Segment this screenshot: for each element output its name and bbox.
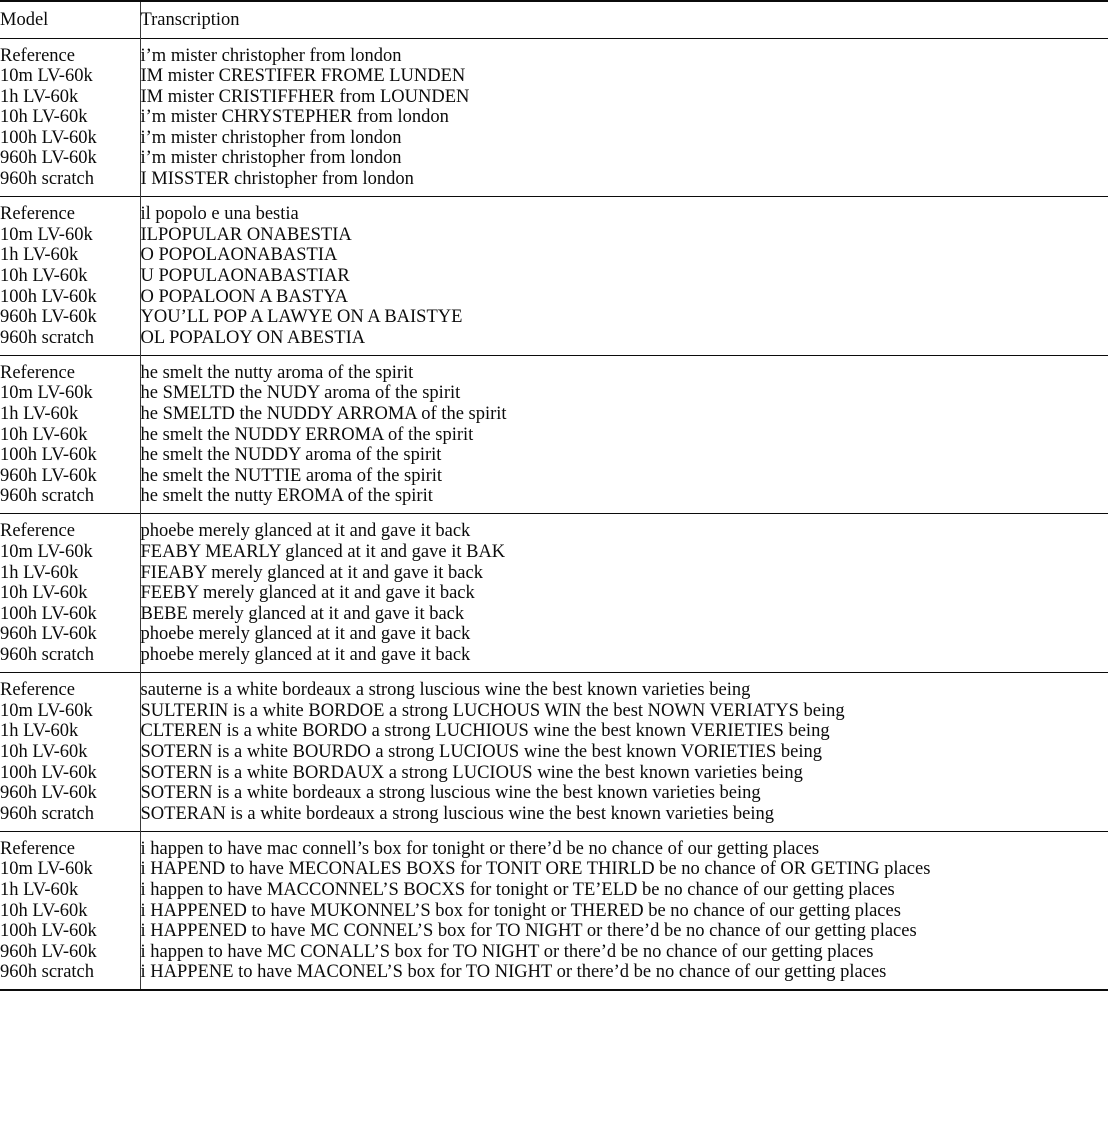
column-header-transcription: Transcription [140,8,1108,32]
pad-cell [0,348,140,355]
table-row [0,87,1108,108]
rule-cell [0,990,140,991]
model-label: 100h LV-60k [0,286,97,307]
model-label: 10m LV-60k [0,859,93,880]
transcription-text: i’m mister christopher from london [140,148,1108,169]
table-row [0,742,1108,763]
model-label: 1h LV-60k [0,879,79,900]
pad-cell [140,832,1108,839]
model-label: Reference [0,45,75,66]
pad-cell [140,666,1108,673]
pad-cell [140,983,1108,990]
model-label: 10m LV-60k [0,66,93,87]
pad-cell [140,514,1108,521]
table-row [0,604,1108,625]
block-1-pad-top [0,39,1108,46]
model-label: 960h scratch [0,486,95,507]
table-row [0,563,1108,584]
transcription-text: i’m mister christopher from london [140,46,1108,67]
block-6-pad-top [0,832,1108,839]
table-row [0,583,1108,604]
model-label: Reference [0,204,75,225]
transcription-text: ILPOPULAR ONABESTIA [140,225,1108,246]
model-label: Reference [0,362,75,383]
block-4-pad-top [0,514,1108,521]
model-label: 10m LV-60k [0,700,93,721]
block-1-pad-bottom [0,190,1108,197]
transcription-text: SULTERIN is a white BORDOE a strong LUCHOUS WIN the best NOWN VERIATYS being [140,701,1108,722]
transcription-text: he smelt the nutty EROMA of the spirit [140,486,1108,507]
transcription-text: he smelt the NUDDY aroma of the spirit [140,445,1108,466]
block-3-pad-bottom [0,507,1108,514]
model-label: 1h LV-60k [0,721,79,742]
table-row [0,859,1108,880]
transcription-text: i happen to have MACCONNEL’S BOCXS for tonight or TE’ELD be no chance of our getting places [140,880,1108,901]
pad-cell [0,824,140,831]
block-3-pad-top [0,356,1108,363]
model-label: 960h scratch [0,169,95,190]
model-label: 1h LV-60k [0,562,79,583]
transcription-text: SOTERN is a white bordeaux a strong luscious wine the best known varieties being [140,783,1108,804]
model-label: 960h scratch [0,645,95,666]
transcription-text: he SMELTD the NUDDY ARROMA of the spirit [140,404,1108,425]
transcription-text: phoebe merely glanced at it and gave it back [140,521,1108,542]
table-row [0,624,1108,645]
model-label: 10m LV-60k [0,542,93,563]
block-5-pad-bottom [0,824,1108,831]
table-row [0,542,1108,563]
model-label: 960h LV-60k [0,307,97,328]
model-label: 10h LV-60k [0,741,88,762]
table-row [0,148,1108,169]
model-label: 10m LV-60k [0,383,93,404]
model-label: 1h LV-60k [0,245,79,266]
transcription-text: CLTEREN is a white BORDO a strong LUCHIOUS wine the best known VERIETIES being [140,721,1108,742]
transcription-text: SOTERAN is a white bordeaux a strong luscious wine the best known varieties being [140,804,1108,825]
transcription-text: O POPOLAONABASTIA [140,245,1108,266]
pad-cell [0,356,140,363]
transcription-text: i’m mister CHRYSTEPHER from london [140,107,1108,128]
table-row [0,204,1108,225]
transcription-text: BEBE merely glanced at it and gave it back [140,604,1108,625]
table-row [0,245,1108,266]
table-row [0,328,1108,349]
transcription-text: SOTERN is a white BOURDO a strong LUCIOUS wine the best known VORIETIES being [140,742,1108,763]
transcription-text: he smelt the NUTTIE aroma of the spirit [140,466,1108,487]
model-label: 960h scratch [0,962,95,983]
model-label: 100h LV-60k [0,603,97,624]
table-row [0,46,1108,67]
table-row [0,680,1108,701]
block-6-pad-bottom [0,983,1108,990]
table-row [0,66,1108,87]
pad-cell [0,832,140,839]
pad-cell [0,666,140,673]
table-row [0,383,1108,404]
model-label: 960h LV-60k [0,465,97,486]
model-label: 960h LV-60k [0,624,97,645]
table-row [0,880,1108,901]
model-label: Reference [0,680,75,701]
pad-cell [140,824,1108,831]
model-label: 10h LV-60k [0,424,88,445]
table-row [0,466,1108,487]
block-2-pad-bottom [0,348,1108,355]
transcription-text: i happen to have mac connell’s box for tonight or there’d be no chance of our getting places [140,839,1108,860]
model-label: 100h LV-60k [0,127,97,148]
model-label: 100h LV-60k [0,445,97,466]
pad-cell [140,507,1108,514]
table-row [0,128,1108,149]
block-4-pad-bottom [0,666,1108,673]
column-header-model: Model [0,10,49,30]
table-row [0,266,1108,287]
transcription-text: i happen to have MC CONALL’S box for TO NIGHT or there’d be no chance of our getting places [140,942,1108,963]
table-row [0,486,1108,507]
model-label: 1h LV-60k [0,404,79,424]
table-rule-bottom [0,990,1108,991]
table-row [0,942,1108,963]
transcription-text: sauterne is a white bordeaux a strong luscious wine the best known varieties being [140,680,1108,701]
model-label: 100h LV-60k [0,762,97,783]
table-row [0,287,1108,308]
transcription-text: he smelt the nutty aroma of the spirit [140,363,1108,384]
table-row [0,363,1108,384]
model-label: 10m LV-60k [0,224,93,245]
transcription-text: IM mister CRISTIFFHER from LOUNDEN [140,87,1108,108]
table-row [0,425,1108,446]
table-row [0,804,1108,825]
transcription-text: i HAPPENED to have MC CONNEL’S box for TO NIGHT or there’d be no chance of our getting places [140,921,1108,942]
transcription-text: i HAPPENE to have MACONEL’S box for TO NIGHT or there’d be no chance of our getting places [140,962,1108,983]
block-5-pad-top [0,673,1108,680]
table-row [0,404,1108,425]
pad-cell [0,507,140,514]
rule-cell [140,990,1108,991]
table-body [0,1,1108,991]
transcription-text: U POPULAONABASTIAR [140,266,1108,287]
model-label: 960h scratch [0,327,95,348]
pad-cell [0,514,140,521]
transcription-text: phoebe merely glanced at it and gave it back [140,645,1108,666]
pad-cell [0,190,140,197]
pad-cell [0,39,140,46]
pad-cell [0,197,140,204]
pad-cell [140,348,1108,355]
transcription-text: i HAPEND to have MECONALES BOXS for TONIT ORE THIRLD be no chance of OR GETING places [140,859,1108,880]
table-row [0,921,1108,942]
model-label: 10h LV-60k [0,583,88,604]
table-row [0,839,1108,860]
table-row [0,783,1108,804]
table-header-row [0,8,1108,32]
model-label: 10h LV-60k [0,265,88,286]
model-label: Reference [0,521,75,542]
pad-cell [0,983,140,990]
block-2-pad-top [0,197,1108,204]
transcription-text: i’m mister christopher from london [140,128,1108,149]
transcription-text: il popolo e una bestia [140,204,1108,225]
table-row [0,763,1108,784]
table-row [0,721,1108,742]
pad-cell [140,39,1108,46]
model-label: 10h LV-60k [0,107,88,128]
transcription-text: IM mister CRESTIFER FROME LUNDEN [140,66,1108,87]
table-row [0,701,1108,722]
transcription-text: FEABY MEARLY glanced at it and gave it BAK [140,542,1108,563]
pad-cell [0,673,140,680]
transcription-text: FIEABY merely glanced at it and gave it back [140,563,1108,584]
table-row [0,645,1108,666]
table-row [0,962,1108,983]
transcription-text: O POPALOON A BASTYA [140,287,1108,308]
transcription-text: OL POPALOY ON ABESTIA [140,328,1108,349]
pad-cell [140,197,1108,204]
table-row [0,445,1108,466]
model-label: 960h LV-60k [0,941,97,962]
model-label: 1h LV-60k [0,86,79,107]
model-label: 10h LV-60k [0,900,88,921]
table-row [0,901,1108,922]
transcription-text: he SMELTD the NUDY aroma of the spirit [140,383,1108,404]
model-label: 960h scratch [0,803,95,824]
pad-cell [140,356,1108,363]
transcription-text: phoebe merely glanced at it and gave it back [140,624,1108,645]
model-label: 100h LV-60k [0,921,97,942]
model-label: 960h LV-60k [0,783,97,804]
model-label: 960h LV-60k [0,148,97,169]
model-label: Reference [0,838,75,859]
table-row [0,169,1108,190]
table-row [0,307,1108,328]
pad-cell [140,673,1108,680]
pad-cell [140,190,1108,197]
transcription-text: FEEBY merely glanced at it and gave it back [140,583,1108,604]
table-row [0,107,1108,128]
transcription-text: he smelt the NUDDY ERROMA of the spirit [140,425,1108,446]
table-row [0,521,1108,542]
transcription-text: i HAPPENED to have MUKONNEL’S box for tonight or THERED be no chance of our getting places [140,901,1108,922]
transcription-text: SOTERN is a white BORDAUX a strong LUCIOUS wine the best known varieties being [140,763,1108,784]
transcription-text: I MISSTER christopher from london [140,169,1108,190]
table-row [0,225,1108,246]
transcription-text: YOU’LL POP A LAWYE ON A BAISTYE [140,307,1108,328]
